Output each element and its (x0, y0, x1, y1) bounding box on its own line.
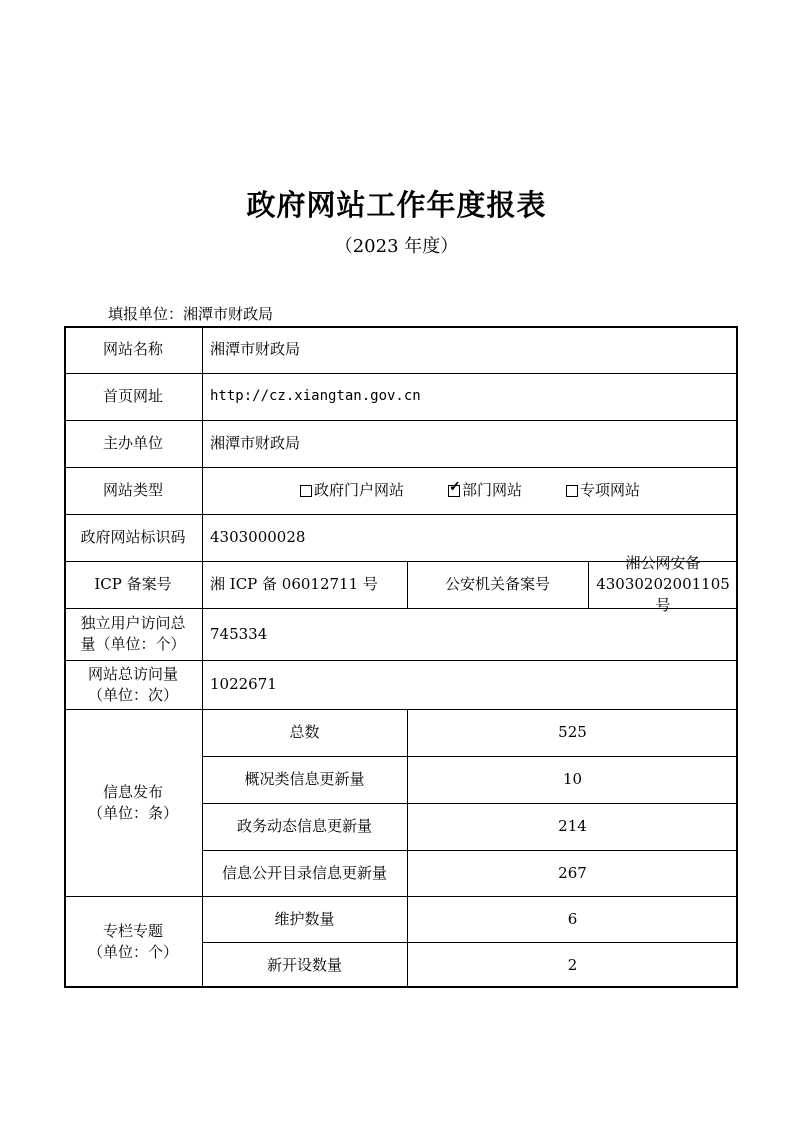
option-special-label: 专项网站 (580, 481, 641, 499)
info-publish-label-line2: （单位：条） (87, 803, 178, 822)
unique-visitors-label (64, 608, 202, 660)
unique-visitors-label-line1: 独立用户访问总 (80, 614, 186, 632)
check-mark-icon: ✓ (448, 478, 461, 495)
checkbox-department[interactable] (448, 478, 461, 497)
site-id-label: 政府网站标识码 (80, 528, 186, 546)
info-publish-label-line1: 信息发布 (102, 782, 163, 801)
police-record-line1: 湘公网安备 (625, 554, 701, 572)
site-id-value: 4303000028 (210, 528, 306, 546)
filler-value: 湘潭市财政局 (183, 305, 274, 323)
site-name-value: 湘潭市财政局 (210, 340, 301, 358)
total-visits-label-line1: 网站总访问量 (87, 664, 178, 683)
info-total-label: 总数 (289, 723, 320, 741)
filler-label: 填报单位： (108, 305, 184, 323)
columns-label-line1: 专栏专题 (102, 922, 163, 940)
police-record-value (588, 554, 738, 614)
columns-label-line2: （单位：个） (87, 943, 178, 961)
police-record-label: 公安机关备案号 (444, 575, 550, 593)
info-disclosure-label: 信息公开目录信息更新量 (221, 863, 387, 882)
info-total-value: 525 (558, 723, 587, 741)
columns-maintained-label: 维护数量 (274, 909, 335, 928)
option-portal[interactable] (300, 480, 404, 501)
columns-new-value: 2 (567, 955, 578, 974)
info-publish-label (64, 709, 202, 896)
icp-value: 湘 ICP 备 06012711 号 (210, 575, 378, 593)
report-year: （2023 年度） (334, 236, 459, 257)
homepage-url[interactable]: http://cz.xiangtan.gov.cn (210, 388, 421, 404)
option-special[interactable] (566, 480, 640, 501)
info-overview-value: 10 (562, 770, 583, 788)
checkbox-portal[interactable] (300, 485, 312, 497)
sponsor-value: 湘潭市财政局 (210, 434, 301, 452)
icp-label: ICP 备案号 (94, 575, 172, 593)
total-visits-label (64, 660, 202, 709)
option-portal-label: 政府门户网站 (313, 481, 404, 499)
total-visits-value: 1022671 (210, 675, 277, 693)
police-record-line2: 43030202001105 号 (596, 575, 730, 614)
unique-visitors-label-line2: 量（单位：个） (80, 635, 186, 653)
info-news-value: 214 (558, 817, 587, 835)
homepage-label: 首页网址 (102, 387, 163, 405)
filler-unit (108, 303, 273, 324)
site-name-label: 网站名称 (102, 340, 163, 358)
columns-new-label: 新开设数量 (266, 955, 342, 974)
site-type-label: 网站类型 (102, 481, 163, 499)
unique-visitors-value: 745334 (210, 624, 268, 643)
info-news-label: 政务动态信息更新量 (236, 817, 372, 835)
option-department[interactable] (448, 480, 522, 501)
checkbox-special[interactable] (566, 485, 578, 497)
total-visits-label-line2: （单位：次） (87, 685, 178, 704)
columns-label (64, 896, 202, 988)
page-title: 政府网站工作年度报表 (246, 188, 547, 222)
sponsor-label: 主办单位 (102, 434, 163, 452)
option-department-label: 部门网站 (461, 481, 522, 499)
info-disclosure-value: 267 (558, 863, 587, 882)
columns-maintained-value: 6 (567, 909, 578, 928)
site-type-options (202, 467, 738, 514)
info-overview-label: 概况类信息更新量 (244, 770, 365, 788)
